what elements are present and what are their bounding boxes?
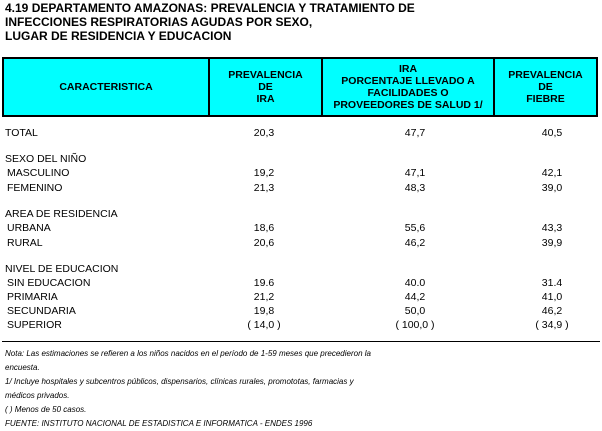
footnote-line: encuesta.: [5, 363, 40, 372]
header-line: IRA: [398, 63, 418, 75]
footnote-line: ( ) Menos de 50 casos.: [5, 405, 87, 414]
cell-prevalencia-ira: 20,6: [253, 237, 275, 249]
cell-prevalencia-ira: 18,6: [253, 222, 275, 234]
footnote-line: Nota: Las estimaciones se refieren a los niños nacidos en el período de 1-59 meses que precedieron la: [5, 349, 371, 358]
row-label: SECUNDARIA: [7, 305, 76, 317]
header-line: PROVEEDORES DE SALUD 1/: [333, 99, 483, 111]
cell-prevalencia-ira: 19.6: [253, 277, 275, 289]
cell-prevalencia-fiebre: 31.4: [541, 277, 563, 289]
section-heading-nivel: [0, 262, 602, 276]
cell-porcentaje: 47,7: [404, 127, 426, 139]
cell-prevalencia-ira: 20,3: [253, 127, 275, 139]
header-line: FACILIDADES O: [367, 87, 449, 99]
header-line: FIEBRE: [526, 93, 565, 105]
header-caracteristica-label: CARACTERISTICA: [59, 81, 153, 93]
cell-porcentaje: 48,3: [404, 182, 426, 194]
footnote-line: médicos privados.: [5, 391, 70, 400]
cell-porcentaje: 47,1: [404, 167, 426, 179]
cell-prevalencia-ira: 19,2: [253, 167, 275, 179]
cell-prevalencia-ira: 21,2: [253, 291, 275, 303]
cell-prevalencia-fiebre: 46,2: [541, 305, 563, 317]
row-label: MASCULINO: [7, 167, 70, 179]
table-row-total: [0, 126, 602, 140]
header-prevalencia-ira: [210, 59, 321, 115]
header-line: PORCENTAJE LLEVADO A: [341, 75, 475, 87]
header-line: DE: [538, 81, 553, 93]
row-label: TOTAL: [5, 127, 38, 139]
header-line: IRA: [256, 93, 275, 105]
cell-prevalencia-fiebre: 43,3: [541, 222, 563, 234]
table-row-secundaria: [0, 304, 602, 318]
table-row-femenino: [0, 181, 602, 195]
table-row-primaria: [0, 290, 602, 304]
cell-prevalencia-fiebre: ( 34,9 ): [535, 319, 569, 331]
table-row-sin-educacion: [0, 276, 602, 290]
cell-prevalencia-fiebre: 41,0: [541, 291, 563, 303]
title-line-3: LUGAR DE RESIDENCIA Y EDUCACION: [5, 29, 232, 43]
section-label: NIVEL DE EDUCACION: [5, 263, 119, 275]
header-line: DE: [258, 81, 273, 93]
cell-porcentaje: 44,2: [404, 291, 426, 303]
footnote-line: 1/ Incluye hospitales y subcentros públicos, dispensarios, clínicas rurales, promototas, farmacias y: [5, 377, 354, 386]
cell-porcentaje: 55,6: [404, 222, 426, 234]
row-label: PRIMARIA: [7, 291, 58, 303]
cell-prevalencia-ira: ( 14,0 ): [247, 319, 281, 331]
row-label: URBANA: [7, 222, 51, 234]
row-label: RURAL: [7, 237, 43, 249]
cell-porcentaje: 46,2: [404, 237, 426, 249]
table-row-masculino: [0, 166, 602, 180]
cell-porcentaje: 50,0: [404, 305, 426, 317]
header-caracteristica: [4, 59, 208, 115]
table-header: [2, 57, 598, 117]
row-label: SIN EDUCACION: [7, 277, 91, 289]
footnote-source: FUENTE: INSTITUTO NACIONAL DE ESTADISTICA E INFORMATICA - ENDES 1996: [5, 419, 313, 428]
header-line: PREVALENCIA: [508, 69, 583, 81]
cell-prevalencia-fiebre: 42,1: [541, 167, 563, 179]
table-row-rural: [0, 236, 602, 250]
header-porcentaje-llevado: [323, 59, 493, 115]
title-line-1: 4.19 DEPARTAMENTO AMAZONAS: PREVALENCIA Y TRATAMIENTO DE: [5, 1, 415, 15]
table-title: [5, 1, 415, 43]
row-label: SUPERIOR: [7, 319, 62, 331]
section-heading-area: [0, 207, 602, 221]
footnotes: [5, 347, 371, 431]
table-bottom-rule: [2, 341, 600, 342]
cell-prevalencia-fiebre: 39,9: [541, 237, 563, 249]
cell-porcentaje: 40.0: [404, 277, 426, 289]
title-line-2: INFECCIONES RESPIRATORIAS AGUDAS POR SEXO,: [5, 15, 313, 29]
section-label: SEXO DEL NIÑO: [5, 153, 87, 165]
cell-prevalencia-ira: 19,8: [253, 305, 275, 317]
cell-prevalencia-ira: 21,3: [253, 182, 275, 194]
table-row-urbana: [0, 221, 602, 235]
cell-prevalencia-fiebre: 39,0: [541, 182, 563, 194]
row-label: FEMENINO: [7, 182, 63, 194]
header-line: PREVALENCIA: [228, 69, 303, 81]
table-row-superior: [0, 318, 602, 332]
section-label: AREA DE RESIDENCIA: [5, 208, 118, 220]
cell-prevalencia-fiebre: 40,5: [541, 127, 563, 139]
header-prevalencia-fiebre: [495, 59, 596, 115]
section-heading-sexo: [0, 152, 602, 166]
cell-porcentaje: ( 100,0 ): [395, 319, 435, 331]
